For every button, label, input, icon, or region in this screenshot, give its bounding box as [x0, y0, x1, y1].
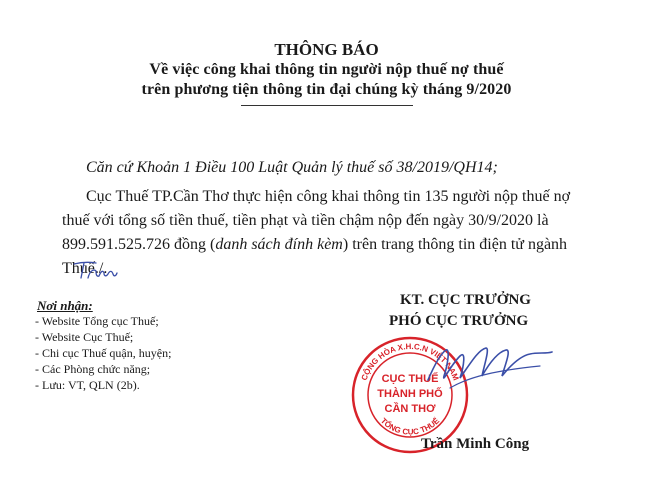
handwritten-signature-icon: [420, 336, 560, 406]
body-paragraph-line-4: Thuế./.: [62, 260, 108, 277]
recipient-item: - Website Cục Thuế;: [35, 330, 134, 344]
recipient-item: - Lưu: VT, QLN (2b).: [35, 378, 140, 392]
signer-name: Trần Minh Công: [421, 436, 530, 452]
body-paragraph-line-3-end: ) trên trang thông tin điện tử ngành: [342, 236, 568, 253]
document-subtitle-line-2: trên phương tiện thông tin đại chúng kỳ tháng 9/2020: [141, 81, 512, 98]
svg-text:CỤC THUẾ: CỤC THUẾ: [381, 373, 439, 385]
recipient-item: - Website Tổng cục Thuế;: [35, 314, 159, 328]
handwritten-initials-icon: [72, 258, 118, 280]
svg-text:CẦN THƠ: CẦN THƠ: [384, 403, 436, 415]
recipient-item: - Chi cục Thuế quận, huyện;: [35, 346, 172, 360]
body-paragraph-line-2: thuế với tổng số tiền thuế, tiền phạt và tiền chậm nộp đến ngày 30/9/2020 là: [62, 212, 549, 229]
legal-basis-line: Căn cứ Khoản 1 Điều 100 Luật Quản lý thuế số 38/2019/QH14;: [86, 159, 498, 176]
body-amount-text: 899.591.525.726 đồng (: [62, 236, 216, 253]
document-title: THÔNG BÁO: [274, 40, 379, 59]
document-subtitle-line-1: Về việc công khai thông tin người nộp thuế nợ thuế: [149, 61, 504, 78]
svg-text:TỔNG CỤC THUẾ: TỔNG CỤC THUẾ: [378, 416, 442, 437]
svg-text:CỘNG HÒA X.H.C.N VIỆT NAM: CỘNG HÒA X.H.C.N VIỆT NAM: [359, 341, 461, 382]
recipient-item: - Các Phòng chức năng;: [35, 362, 151, 376]
svg-text:THÀNH PHỐ: THÀNH PHỐ: [377, 388, 443, 400]
recipients-heading: Nơi nhận:: [37, 298, 93, 313]
recipients-list: [35, 313, 171, 393]
attached-list-note: danh sách đính kèm: [215, 236, 343, 253]
signer-title-line: PHÓ CỤC TRƯỞNG: [389, 313, 529, 329]
body-paragraph-line-1: Cục Thuế TP.Cần Thơ thực hiện công khai thông tin 135 người nộp thuế nợ: [86, 188, 571, 205]
signer-authority-line: KT. CỤC TRƯỞNG: [400, 292, 531, 308]
body-paragraph-line-3: [62, 233, 567, 256]
title-underline: [241, 105, 413, 106]
